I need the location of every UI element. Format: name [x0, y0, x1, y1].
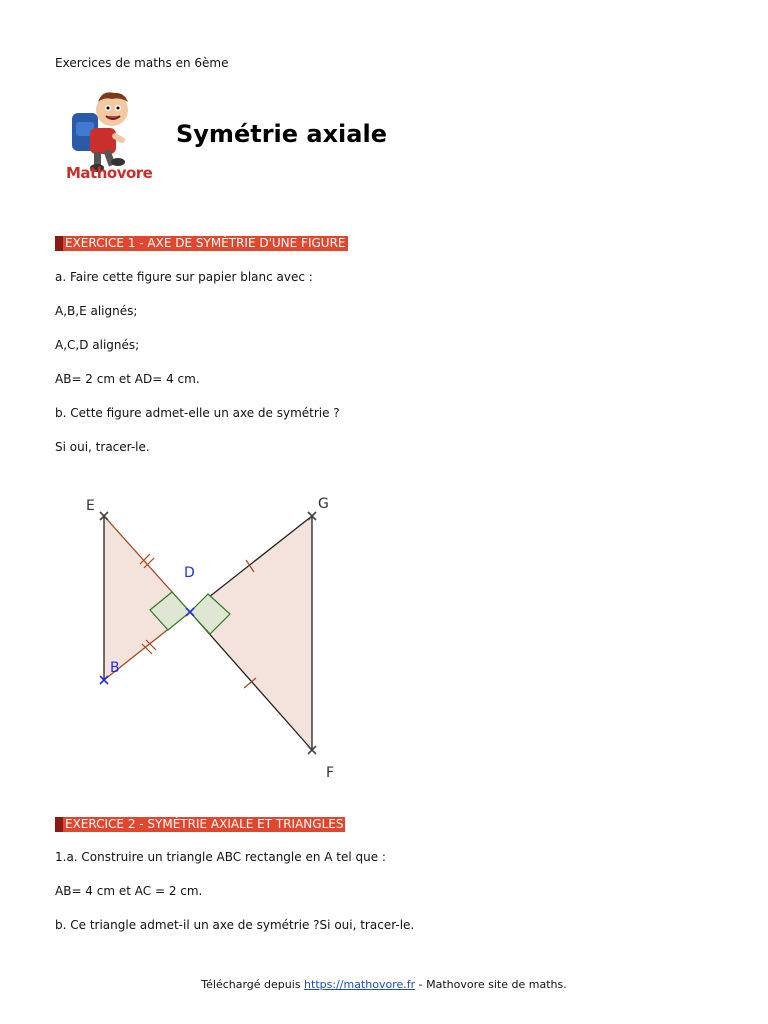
exercise-2-heading-text: EXERCICE 2 - SYMÉTRIE AXIALE ET TRIANGLES: [65, 817, 344, 831]
geometry-diagram: [80, 492, 350, 782]
footer-suffix: - Mathovore site de maths.: [415, 978, 567, 991]
label-e: E: [86, 498, 95, 514]
exercise-1-line-a: a. Faire cette figure sur papier blanc avec :: [55, 270, 313, 284]
label-g: G: [318, 496, 329, 512]
label-d: D: [184, 565, 195, 581]
logo-wordmark: Mathovore: [66, 164, 153, 182]
exercise-2-line-b: b. Ce triangle admet-il un axe de symétrie ?Si oui, tracer-le.: [55, 918, 415, 932]
label-f: F: [326, 765, 335, 781]
page-footer: [0, 978, 768, 991]
bowtie-figure: [80, 492, 350, 782]
exercise-2-line-lengths: AB= 4 cm et AC = 2 cm.: [55, 884, 203, 898]
label-b: B: [110, 660, 120, 676]
exercise-1-line-acd: A,C,D alignés;: [55, 338, 140, 352]
footer-prefix: Téléchargé depuis: [201, 978, 305, 991]
exercise-1-line-lengths: AB= 2 cm et AD= 4 cm.: [55, 372, 200, 386]
footer-link[interactable]: https://mathovore.fr: [304, 978, 416, 991]
exercise-2-line-1a: 1.a. Construire un triangle ABC rectangle en A tel que :: [55, 850, 386, 864]
exercise-1-heading-text: EXERCICE 1 - AXE DE SYMÉTRIE D'UNE FIGURE: [65, 236, 346, 250]
page-title: Symétrie axiale: [176, 120, 387, 148]
exercise-2-heading: [55, 817, 345, 832]
exercise-1-line-b: b. Cette figure admet-elle un axe de symétrie ?: [55, 406, 340, 420]
exercise-1-line-abe: A,B,E alignés;: [55, 304, 138, 318]
exercise-1-heading: [55, 236, 348, 251]
mathovore-logo: [62, 88, 160, 186]
exercise-1-line-trace: Si oui, tracer-le.: [55, 440, 150, 454]
page-header-text: Exercices de maths en 6ème: [55, 56, 229, 70]
